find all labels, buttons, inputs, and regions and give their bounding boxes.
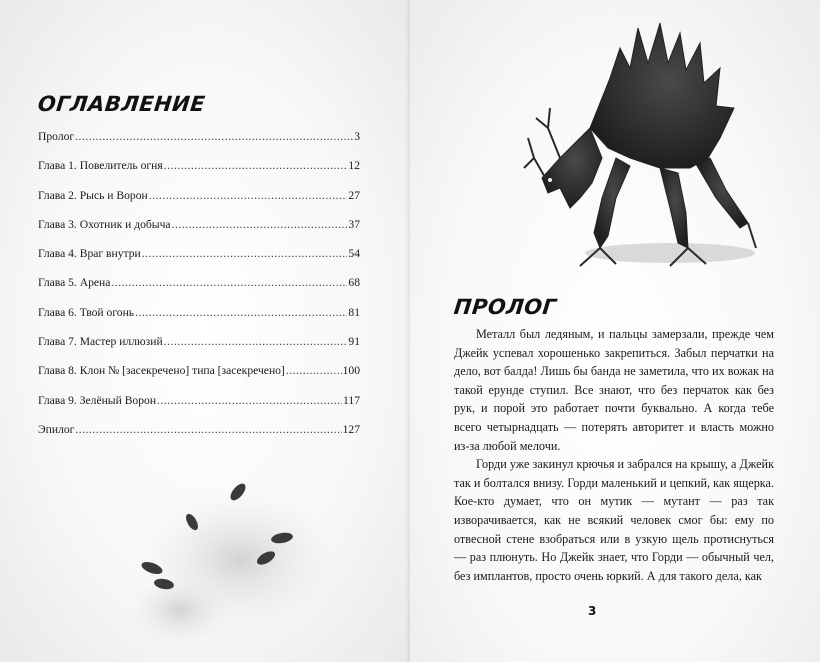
toc-entry bbox=[38, 423, 360, 452]
ink-smudge-illustration bbox=[120, 470, 340, 660]
toc-leader-dots bbox=[286, 364, 342, 378]
toc-entry bbox=[38, 276, 360, 305]
toc-entry-page: 37 bbox=[348, 217, 360, 231]
toc-leader-dots bbox=[142, 247, 348, 261]
toc-entry-page: 54 bbox=[348, 247, 360, 261]
page-number: 3 bbox=[588, 604, 597, 618]
toc-entry-title: Глава 1. Повелитель огня bbox=[38, 159, 163, 173]
toc-entry bbox=[38, 247, 360, 276]
toc-leader-dots bbox=[111, 276, 347, 290]
toc-entry bbox=[38, 335, 360, 364]
toc-entry bbox=[38, 159, 360, 188]
toc-entry-title: Глава 7. Мастер иллюзий bbox=[38, 335, 163, 349]
paragraph: Металл был ледяным, и пальцы замерзали, прежде чем Джейк успевал хорошенько закрепиться. Забыл перчатки на дело, вот балда! Лишь бы банда не заметила, что их вожак на такой ерунде ступил. Все знают, что без перчаток как без рук, и порой это работает почти буквально. А когда тебе всего четырнадцать — потерять авторитет и власть можно из-за любой мелочи. bbox=[454, 327, 774, 453]
toc-entry bbox=[38, 218, 360, 247]
toc-leader-dots bbox=[135, 306, 347, 320]
toc-leader-dots bbox=[75, 423, 341, 437]
toc-entry-title: Глава 9. Зелёный Ворон bbox=[38, 393, 157, 407]
toc-leader-dots bbox=[164, 335, 348, 349]
toc-entry-page: 27 bbox=[348, 188, 360, 202]
toc-entry-page: 3 bbox=[354, 130, 360, 143]
chapter-heading: ПРОЛОГ bbox=[452, 295, 558, 319]
toc-entry-page: 100 bbox=[342, 364, 360, 378]
toc-leader-dots bbox=[75, 130, 353, 144]
toc-entry-page: 91 bbox=[348, 335, 360, 349]
toc-entry bbox=[38, 394, 360, 423]
toc-entry-page: 81 bbox=[348, 305, 360, 319]
toc-leader-dots bbox=[164, 159, 348, 173]
toc-entry-title: Глава 5. Арена bbox=[38, 276, 111, 290]
toc-entry-title: Глава 8. Клон № [засекречено] типа [засекречено] bbox=[38, 364, 285, 378]
right-page bbox=[410, 0, 820, 662]
creature-illustration bbox=[520, 8, 760, 278]
toc-leader-dots bbox=[149, 189, 348, 203]
toc-entry bbox=[38, 364, 360, 393]
toc-leader-dots bbox=[172, 218, 348, 232]
toc-entry bbox=[38, 306, 360, 335]
toc-entry-page: 12 bbox=[348, 159, 360, 173]
toc-entry-title: Пролог bbox=[38, 130, 75, 143]
toc-entry-page: 127 bbox=[342, 422, 360, 436]
toc-entry-page: 68 bbox=[348, 276, 360, 290]
toc-entry-page: 117 bbox=[343, 393, 360, 407]
paragraph: Горди уже закинул крючья и забрался на крышу, а Джейк так и болтался внизу. Горди маленький и цепкий, как ящерка. Кое-кто думает, что он мутик — мутант — раз так изворачивается, как не всякий человек смог бы: ему по отвесной стене взобраться или в узкую щель протиснуться — раз плюнуть. Но Джейк знает, что Горди — обычный чел, без имплантов, просто очень юркий. А для такого дела, как bbox=[454, 457, 774, 583]
toc-entry-title: Эпилог bbox=[38, 422, 75, 436]
chapter-text bbox=[454, 325, 774, 585]
toc-entry bbox=[38, 189, 360, 218]
toc-entry-title: Глава 2. Рысь и Ворон bbox=[38, 188, 148, 202]
toc-entry-title: Глава 4. Враг внутри bbox=[38, 247, 141, 261]
toc-entry bbox=[38, 130, 360, 159]
toc-leader-dots bbox=[157, 394, 342, 408]
toc-entry-title: Глава 3. Охотник и добыча bbox=[38, 217, 171, 231]
toc-entry-title: Глава 6. Твой огонь bbox=[38, 305, 135, 319]
toc-heading: ОГЛАВЛЕНИЕ bbox=[36, 92, 207, 116]
table-of-contents bbox=[38, 130, 360, 452]
